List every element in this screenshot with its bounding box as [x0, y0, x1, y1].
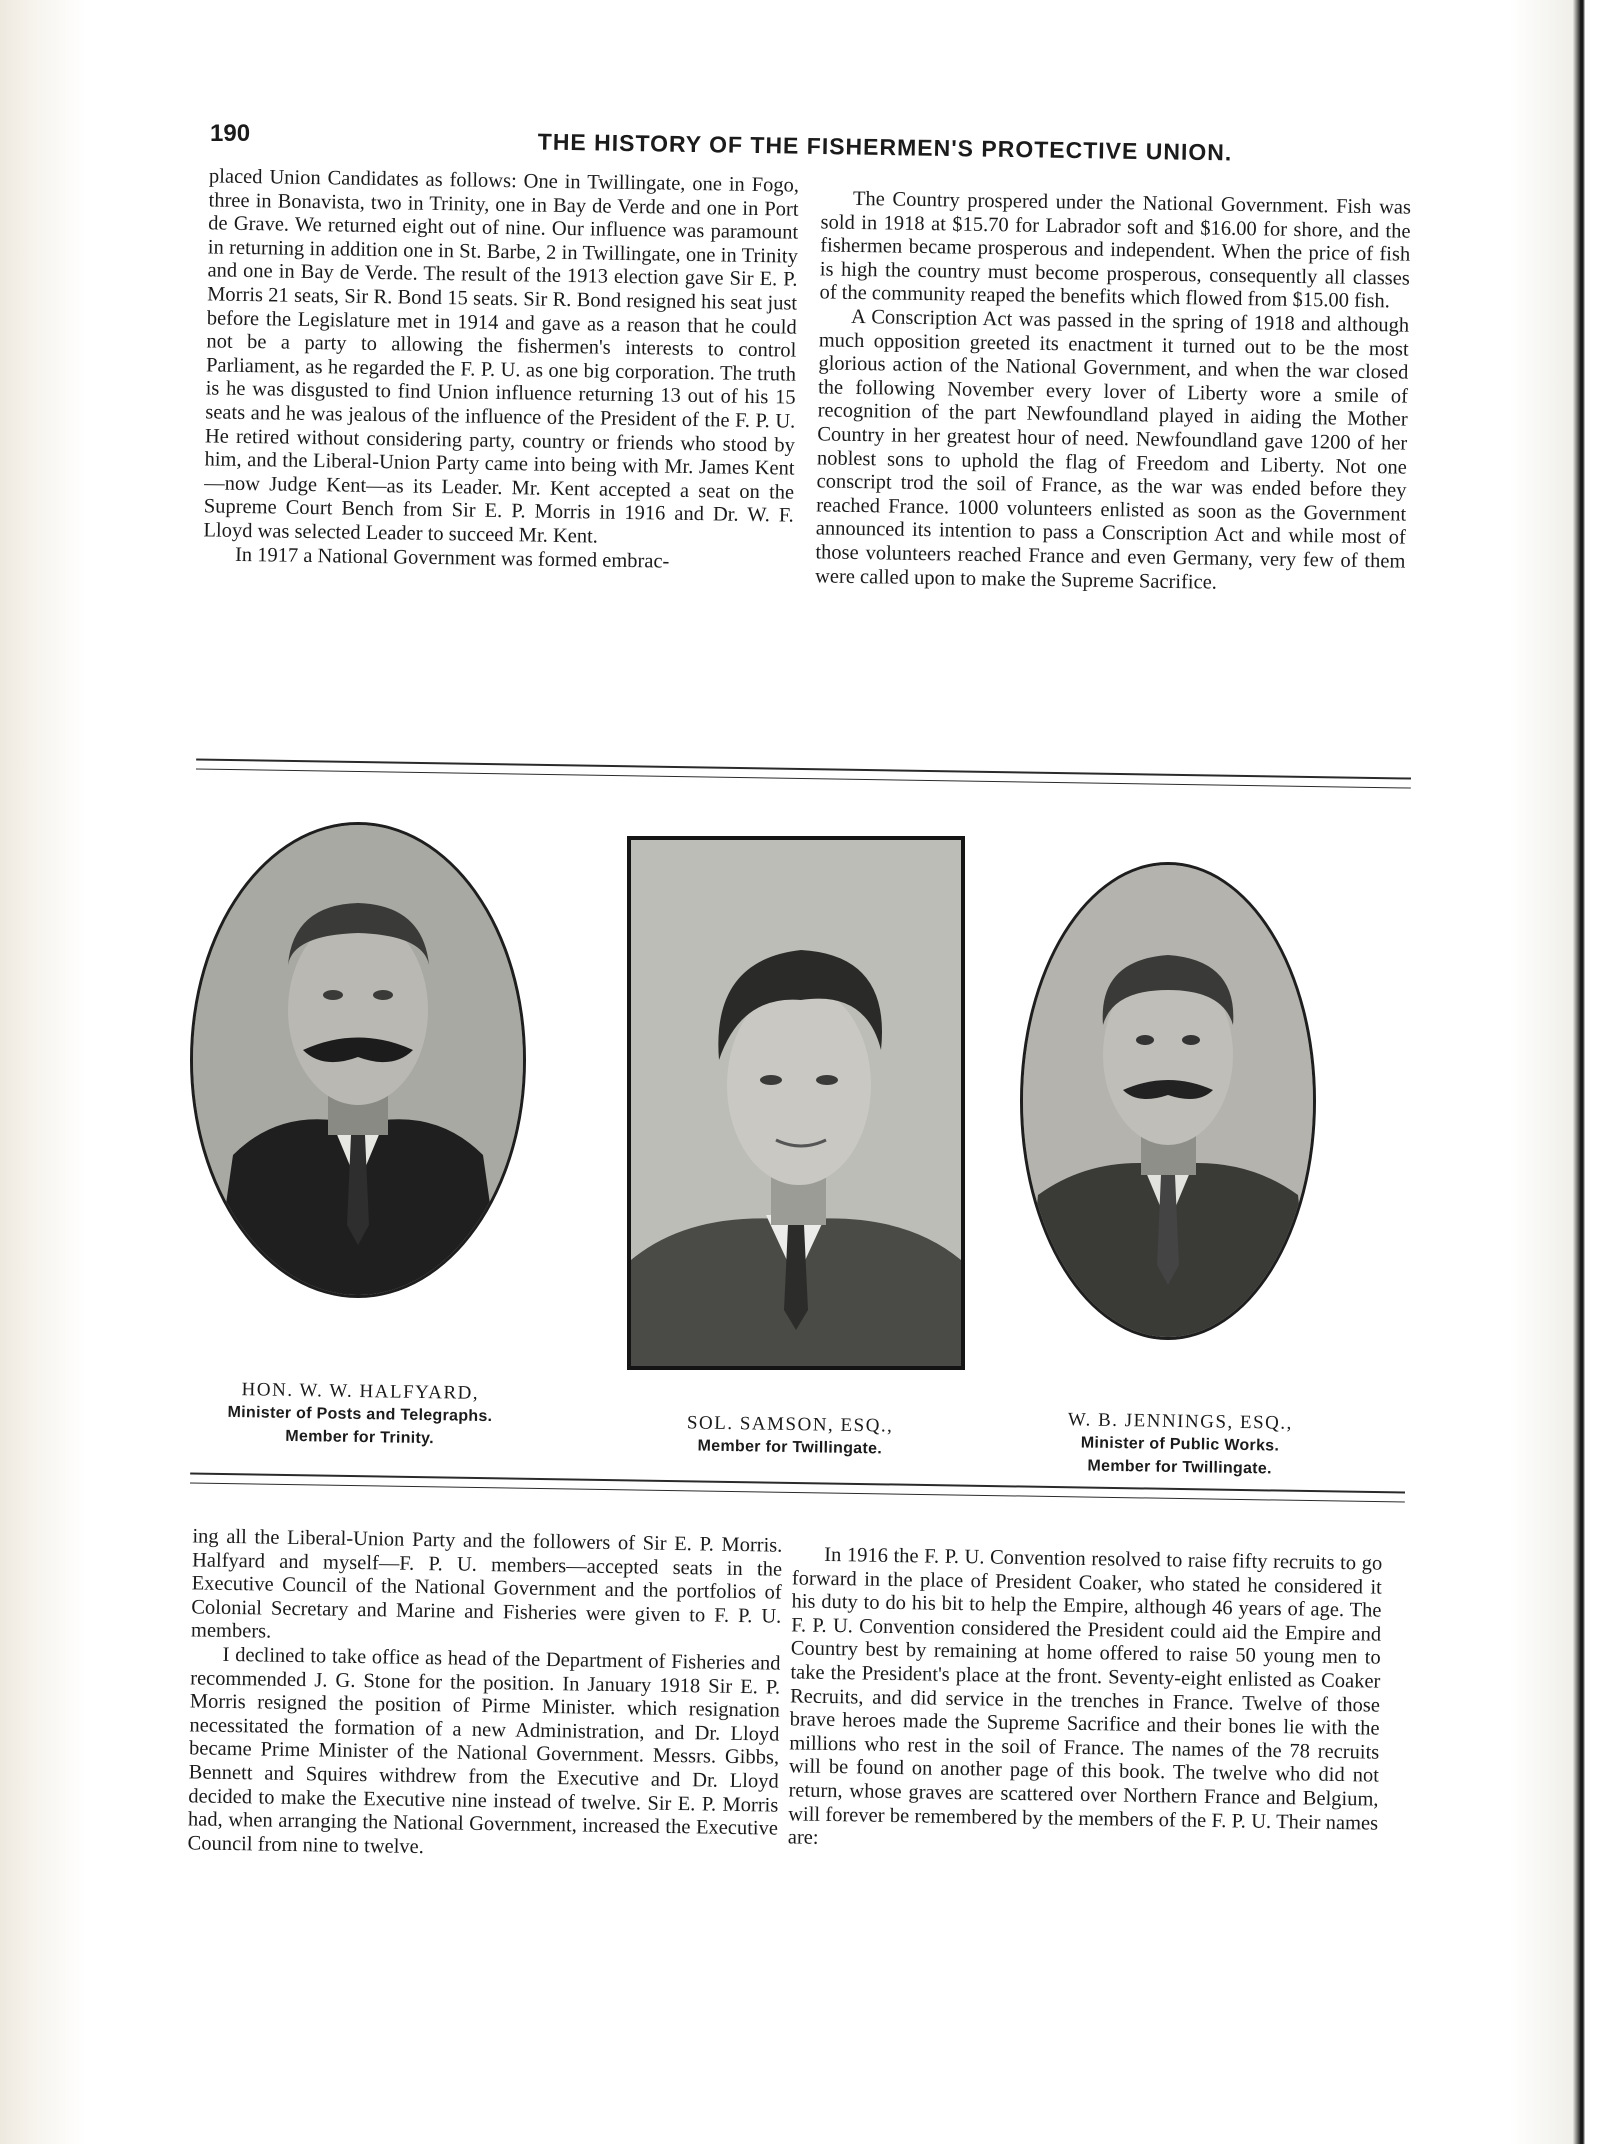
book-page	[187, 110, 1415, 2010]
text-column-bottom-left	[187, 1525, 782, 1865]
paragraph: I declined to take office as head of the Department of Fisheries and recommended J. G. Stone for the position. In January 1918 Sir E. P. Morris resigned the position of Pirme Minister. which resignation necessitated the formation of a new Administration, and Dr. Lloyd became Prime Minister of the National Government. Messrs. Gibbs, Bennett and Squires withdrew from the Executive and Dr. Lloyd decided to make the Executive nine instead of twelve. Sir E. P. Morris had, when arranging the National Government, increased the Executive Council from nine to twelve.	[187, 1643, 781, 1858]
scan-book-gutter	[1510, 0, 1624, 2144]
caption-constituency: Member for Twillingate.	[697, 1437, 883, 1458]
running-head: THE HISTORY OF THE FISHERMEN'S PROTECTIVE UNION.	[537, 128, 1233, 166]
portrait-caption-halfyard	[189, 1377, 530, 1451]
paragraph: In 1917 a National Government was formed embrac-	[234, 543, 670, 573]
caption-name: W. B. JENNINGS, ESQ.,	[1067, 1409, 1294, 1434]
caption-constituency: Member for Twillingate.	[1087, 1457, 1272, 1478]
scan-left-edge	[0, 0, 86, 2144]
caption-role: Minister of Public Works.	[1080, 1434, 1280, 1455]
paragraph: placed Union Candidates as follows: One in Twillingate, one in Fogo, three in Bonavista, two in Trinity, one in Bay de Verde and one in Port de Grave. We returned eight out of nine. Our influence was paramount in returning in addition one in St. Barbe, 2 in Twillingate, one in Trinity and one in Bay de Verde. The result of the 1913 election gave Sir E. P. Morris 21 seats, Sir R. Bond 15 seats. Sir R. Bond resigned his seat just before the Legislature met in 1914 and gave as a reason that he could not be a party to allowing the fishermen's interests to control Parliament, as he regarded the F. P. U. as one big corporation. The truth is he was disgusted to find Union influence returning 13 out of his 15 seats and he was jealous of the influence of the President of the F. P. U. He retired without considering party, country or friends who stood by him, and the Liberal-Union Party came into being with Mr. James Kent—now Judge Kent—as its Leader. Mr. Kent accepted a seat on the Supreme Court Bench from Sir E. P. Morris in 1916 and Dr. W. F. Lloyd was selected Leader to succeed Mr. Kent.	[203, 165, 800, 548]
caption-constituency: Member for Trinity.	[285, 1427, 435, 1448]
text-column-bottom-right	[788, 1543, 1383, 1859]
portrait-jennings	[1020, 862, 1316, 1340]
caption-role: Minister of Posts and Telegraphs.	[227, 1403, 493, 1426]
text-column-top-right	[815, 187, 1411, 597]
caption-name: HON. W. W. HALFYARD,	[241, 1379, 480, 1404]
paragraph: ing all the Liberal-Union Party and the followers of Sir E. P. Morris. Halfyard and myself—F. P. U. members—accepted seats in the Executive Council of the National Government and the portfolios of Colonial Secretary and Marine and Fisheries were given to F. P. U. members.	[190, 1525, 783, 1644]
portrait-caption-samson	[600, 1410, 981, 1462]
page-number: 190	[210, 120, 251, 147]
portrait-samson	[627, 836, 965, 1370]
paragraph: In 1916 the F. P. U. Convention resolved to raise fifty recruits to go forward in the place of President Coaker, who stated he considered it his duty to do his bit to help the Empire, although 46 years of age. The F. P. U. Convention considered the President could aid the Empire and Country best by remaining at home offered to raise 50 young men to take the President's place at the front. Seventy-eight enlisted as Coaker Recruits, and did service in the trenches in France. Twelve of those brave heroes made the Supreme Sacrifice and their bones lie with the millions who rest in the soil of France. The names of the 78 recruits will be found on another page of this book. The twelve who did not return, whose graves are scattered over Northern France and Belgium, will forever be remembered by the members of the F. P. U. Their names are:	[787, 1543, 1383, 1849]
caption-name: SOL. SAMSON, ESQ.,	[686, 1412, 894, 1437]
text-column-top-left	[203, 165, 799, 575]
portrait-halfyard	[190, 822, 526, 1298]
paragraph: A Conscription Act was passed in the spring of 1918 and although much opposition greeted its enactment it turned out to be the most glorious action of the National Government, and when the war closed the following November every lover of Liberty wore a smile of recognition of the part Newfoundland played in aiding the Mother Country in her greatest hour of need. Newfoundland gave 1200 of her noblest sons to uphold the flag of Freedom and Liberty. Not one conscript trod the soil of France, as the war was ended before they reached France. 1000 volunteers enlisted as soon as the Government announced its intention to pass a Conscription Act and while most of those volunteers reached France and even Germany, very few of them were called upon to make the Supreme Sacrifice.	[814, 305, 1410, 594]
portrait-caption-jennings	[1009, 1407, 1350, 1481]
double-rule-divider	[196, 758, 1411, 788]
paragraph: The Country prospered under the National Government. Fish was sold in 1918 at $15.70 for Labrador soft and $16.00 for shore, and the fishermen became prosperous and independent. When the price of fish is high the country must become prosperous, consequently all classes of the community reaped the benefits which flowed from $15.00 fish.	[819, 187, 1412, 313]
